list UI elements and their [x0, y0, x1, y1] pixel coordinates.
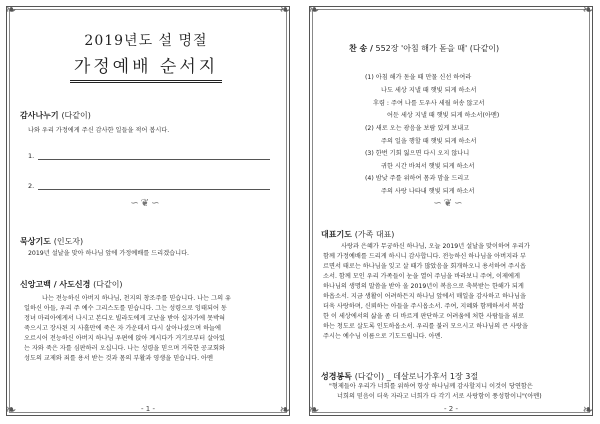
thanks-body: 나와 우리 가정에게 주신 감사한 일들을 적어 봅시다. — [28, 127, 170, 134]
thanks-subtitle: (다같이) — [61, 111, 91, 120]
corner-ornament-icon: ❧ — [279, 403, 291, 418]
rep-prayer-heading — [321, 229, 394, 240]
creed-line: 나는 전능하신 아버지 하나님, 천지의 창조주를 믿습니다. 나는 그의 유 — [42, 295, 231, 302]
prayer-subtitle: (인도자) — [53, 237, 84, 246]
write-line-2[interactable] — [38, 189, 270, 190]
creed-subtitle: (다같이) — [93, 280, 123, 289]
hymn-line: (2) 새로 오는 광음을 보람 있게 보내고 — [365, 125, 470, 132]
rep-prayer-line: 하나님의 생명의 말씀을 받아 올 2019년이 복음으로 축복받는 한해가 되게 — [323, 283, 524, 290]
hymn-line: 귀한 시간 바쳐서 햇빛 되게 하소서 — [381, 163, 475, 170]
creed-line: 성도의 교제와 죄를 용서 받는 것과 몸의 부활과 영생을 믿습니다. 아멘 — [24, 355, 213, 362]
rep-prayer-body — [323, 242, 587, 342]
scripture-body — [329, 382, 591, 402]
divider-ornament-icon: ∽❦∽ — [130, 198, 162, 209]
rep-prayer-line: 주시는 예수님 이름으로 기도드립니다. 아멘. — [323, 333, 443, 340]
line-number-1: 1. — [28, 152, 35, 160]
rep-prayer-line: 더욱 사랑하며, 신뢰하는 아들을 주시옵소서. 주여, 지혜와 함께하셔서 복잡 — [323, 303, 524, 310]
creed-title: 신앙고백 / 사도신경 — [20, 280, 91, 289]
rep-prayer-line: 하옵소서. 지금 생활이 어려하든지 하나님 앞에서 매일을 감사하고 하나님을 — [323, 293, 526, 300]
rep-prayer-title: 대표기도 — [321, 230, 352, 239]
hymn-line: (1) 아침 해가 돋을 때 만물 신선 하여라 — [365, 74, 472, 81]
page-inner-border — [312, 9, 590, 413]
prayer-heading — [20, 236, 83, 247]
corner-ornament-icon: ❧ — [308, 3, 320, 18]
corner-ornament-icon: ❧ — [308, 403, 320, 418]
hymn-heading — [349, 43, 499, 54]
title-underline — [70, 80, 222, 83]
prayer-body: 2019년 설날을 맞아 하나님 앞에 가정예배를 드리겠습니다. — [28, 250, 190, 257]
prayer-title: 묵상기도 — [20, 237, 51, 246]
scripture-line: 너희의 믿음이 더욱 자라고 너희가 다 각기 서로 사랑함이 풍성함이니"(아멘) — [337, 393, 542, 400]
page-number: - 2 - — [444, 405, 458, 413]
hymn-line: 주의 일을 행할 때 햇빛 되게 하소서 — [381, 138, 477, 145]
creed-line: 죽으시고 장사된 지 사흘만에 죽은 자 가운데서 다시 살아나셨으며 하늘에 — [24, 325, 222, 332]
rep-prayer-line: 르면서 태로는 하나님을 잊고 살 때가 많았음을 회개하오니 용서하여 주시옵 — [323, 263, 526, 270]
hymn-line: 주의 사랑 나타내 햇빛 되게 하소서 — [381, 188, 475, 195]
title-line1: 2019년도 설 명절 — [84, 33, 208, 49]
page-number: - 1 - — [141, 405, 155, 413]
hymn-line: (4) 밤낮 주를 위하여 몸과 맘을 드리고 — [365, 175, 470, 182]
rep-prayer-line: 함께 가정예배를 드리게 하시니 감사합니다. 전능하신 하나님을 아버지라 부 — [323, 253, 526, 260]
scripture-line: "형제들아 우리가 너희를 위하여 항상 하나님께 감사할지니 이것이 당연함은 — [329, 383, 533, 390]
left-page — [5, 3, 291, 418]
write-line-1[interactable] — [38, 159, 270, 160]
corner-ornament-icon: ❧ — [5, 403, 17, 418]
creed-body — [24, 294, 282, 364]
divider-ornament-icon: ∽❦∽ — [433, 198, 465, 209]
line-number-2: 2. — [28, 182, 35, 190]
hymn-line: 어둔 세상 지낼 때 햇빛 되게 하소서(아멘) — [387, 112, 500, 119]
thanks-heading — [20, 110, 91, 121]
hymn-line: 후렴 : 주여 나를 도우사 세월 허송 않고서 — [373, 100, 485, 107]
hymn-subtitle: (다같이) — [469, 44, 500, 53]
corner-ornament-icon: ❧ — [582, 3, 594, 18]
title-block — [66, 30, 226, 83]
scripture-subtitle: (다같이) _ 데살로니가후서 1장 3절 — [354, 372, 479, 381]
title-line2: 가정예배 순서지 — [73, 57, 219, 77]
creed-heading — [20, 279, 123, 290]
creed-line: 일하신 아들, 우리 주 예수 그리스도를 믿습니다. 그는 성령으로 잉태되어 동 — [24, 305, 227, 312]
hymn-line: (3) 한번 기회 잃으면 다시 오지 않나니 — [365, 150, 470, 157]
rep-prayer-line: 사랑과 은혜가 무궁하신 하나님, 오늘 2019년 설날을 맞이하여 우리가 — [341, 243, 530, 250]
creed-line: 는 자와 죽은 자를 심판하러 오십니다. 나는 성령을 믿으며 거룩한 공교회와 — [24, 345, 225, 352]
scripture-heading — [321, 371, 478, 382]
thanks-title: 감사나누기 — [20, 111, 59, 120]
corner-ornament-icon: ❧ — [582, 403, 594, 418]
corner-ornament-icon: ❧ — [5, 3, 17, 18]
scripture-title: 성경봉독 — [321, 372, 352, 381]
hymn-name: 552장 '아침 해가 돋을 때' — [375, 44, 468, 53]
rep-prayer-line: 하는 청도로 살도록 인도하옵소서. 우리를 불러 모으시고 하나님의 큰 사랑을 — [323, 323, 528, 330]
rep-prayer-subtitle: (가족 대표) — [354, 230, 395, 239]
creed-line: 정녀 마리아에게서 나시고 본디오 빌라도에게 고난을 받아 십자가에 못박혀 — [24, 315, 226, 322]
hymn-title: 찬 송 / — [349, 44, 373, 53]
right-page — [308, 3, 594, 418]
rep-prayer-line: 한 이 세상에서의 삶을 좀 더 바르게 판단하고 어려움에 처한 사람들을 위로 — [323, 313, 524, 320]
hymn-line: 나도 세상 지낼 때 햇빛 되게 하소서 — [381, 87, 477, 94]
rep-prayer-line: 소서. 함께 모인 우리 가족들이 눈을 열어 주님을 바라보니 주여, 이제에게 — [323, 273, 520, 280]
creed-line: 오르시어 전능하신 아버지 하나님 우편에 앉아 계시다가 거기로부터 살아있 — [24, 335, 226, 342]
corner-ornament-icon: ❧ — [279, 3, 291, 18]
